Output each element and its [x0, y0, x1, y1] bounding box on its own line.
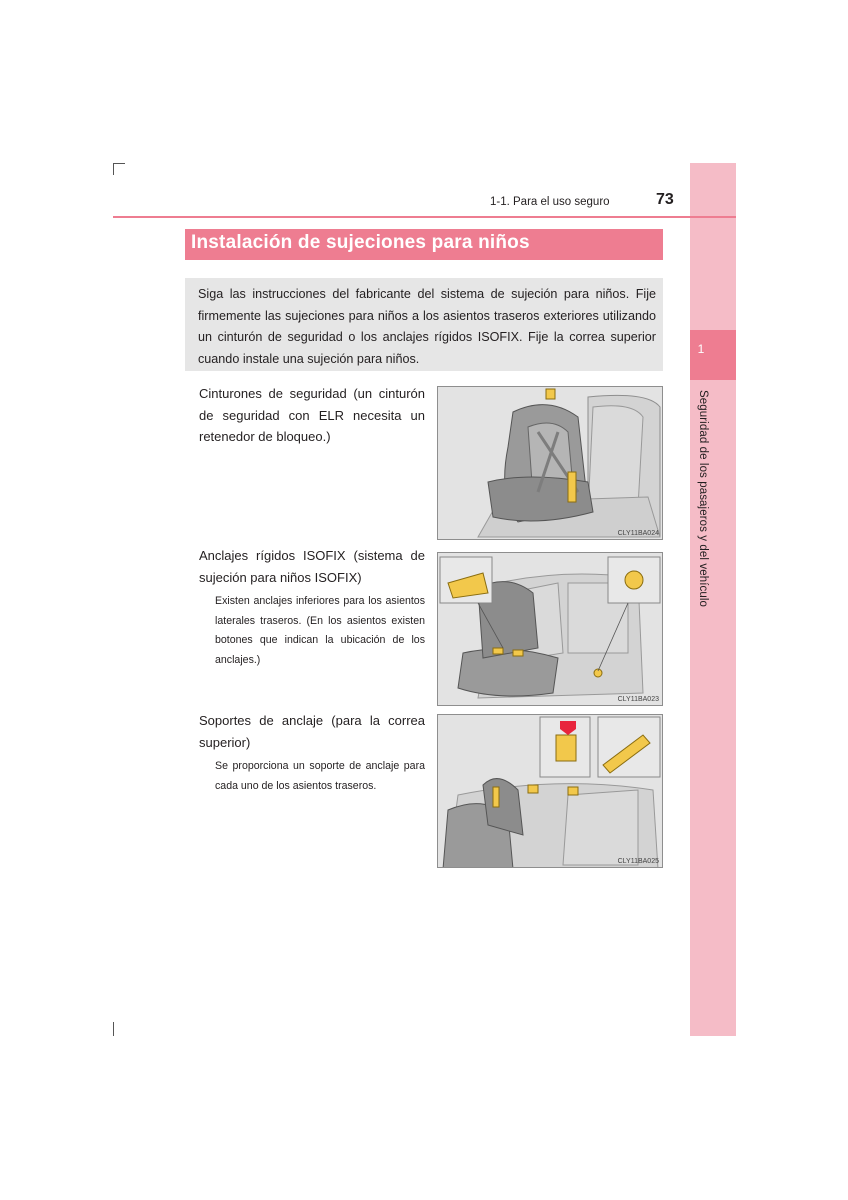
crop-mark [113, 163, 114, 175]
chapter-title: Seguridad de los pasajeros y del vehículo [697, 390, 709, 607]
illustration-code: CLY11BA024 [617, 530, 659, 537]
illustration-code: CLY11BA023 [617, 696, 659, 703]
item-note-isofix: Existen anclajes inferiores para los asientos laterales traseros. (En los asientos existen botones que indican la ubicación de los anclajes.) [215, 595, 425, 666]
intro-box [185, 278, 663, 371]
crop-mark [113, 163, 125, 164]
illustration-code: CLY11BA025 [617, 858, 659, 865]
item-note-tether: Se proporciona un soporte de anclaje para cada uno de los asientos traseros. [215, 760, 425, 792]
isofix-anchors-illustration [437, 552, 663, 706]
section-title-bar [185, 229, 663, 260]
section-title: Instalación de sujeciones para niños [191, 232, 530, 253]
item-heading-tether: Soportes de anclaje (para la correa superior) [199, 713, 425, 750]
section-label: 1-1. Para el uso seguro [490, 196, 610, 208]
child-seat-seatbelt-illustration [437, 386, 663, 540]
item-heading-isofix: Anclajes rígidos ISOFIX (sistema de sujeción para niños ISOFIX) [199, 548, 425, 585]
item-heading-seatbelts: Cinturones de seguridad (un cinturón de seguridad con ELR necesita un retenedor de bloqueo.) [199, 386, 425, 444]
page-number: 73 [656, 191, 674, 208]
header-rule [113, 216, 736, 218]
intro-text: Siga las instrucciones del fabricante del sistema de sujeción para niños. Fije firmemente las sujeciones para niños a los asientos traseros exteriores utilizando un cinturón de seguridad o los anclajes rígidos ISOFIX. Fije la correa superior cuando instale una sujeción para niños. [198, 287, 656, 366]
crop-mark [113, 1022, 114, 1036]
chapter-number: 1 [697, 342, 705, 356]
top-tether-anchor-illustration [437, 714, 663, 868]
